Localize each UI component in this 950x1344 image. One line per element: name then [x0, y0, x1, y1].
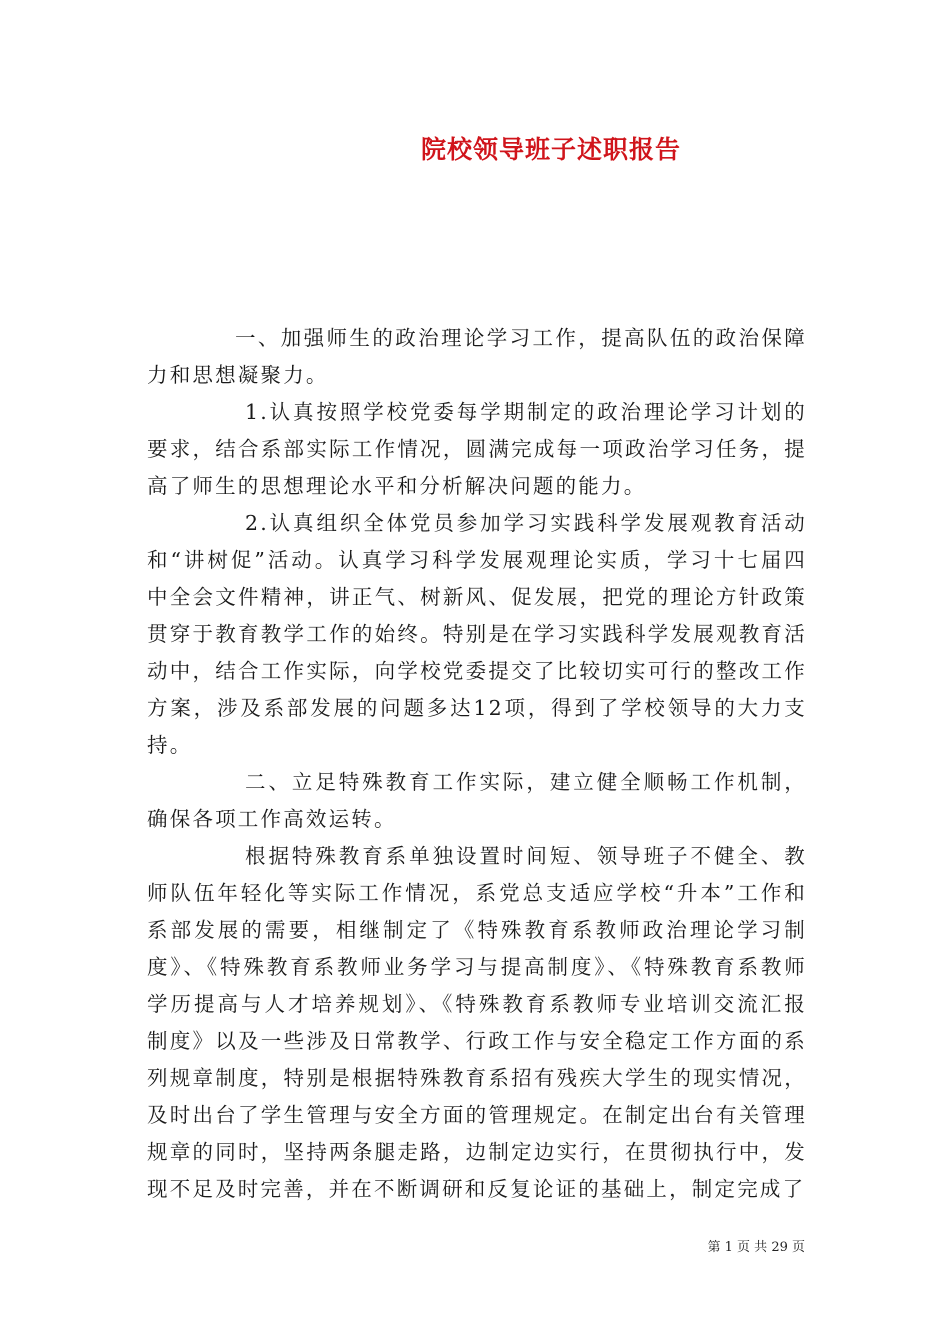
paragraph-item-1: 1.认真按照学校党委每学期制定的政治理论学习计划的要求，结合系部实际工作情况，圆满完成每一项政治学习任务，提高了师生的思想理论水平和分析解决问题的能力。 — [147, 400, 807, 498]
page-title: 院校领导班子述职报告 — [420, 135, 681, 164]
document-body — [147, 320, 807, 1208]
paragraph-body: 根据特殊教育系单独设置时间短、领导班子不健全、教师队伍年轻化等实际工作情况，系党总支适应学校“升本”工作和系部发展的需要，相继制定了《特殊教育系教师政治理论学习制度》、《特殊教育系教师业务学习与提高制度》、《特殊教育系教师学历提高与人才培养规划》、《特殊教育系教师专业培训交流汇报制度》以及一些涉及日常教学、行政工作与安全稳定工作方面的系列规章制度，特别是根据特殊教育系招有残疾大学生的现实情况，及时出台了学生管理与安全方面的管理规定。在制定出台有关管理规章的同时，坚持两条腿走路，边制定边实行，在贯彻执行中，发现不足及时完善，并在不断调研和反复论证的基础上，制定完成了 — [147, 844, 807, 1201]
paragraph-section-2-heading: 二、立足特殊教育工作实际，建立健全顺畅工作机制，确保各项工作高效运转。 — [147, 770, 807, 831]
paragraph-item-2: 2.认真组织全体党员参加学习实践科学发展观教育活动和“讲树促”活动。认真学习科学发展观理论实质，学习十七届四中全会文件精神，讲正气、树新风、促发展，把党的理论方针政策贯穿于教育教学工作的始终。特别是在学习实践科学发展观教育活动中，结合工作实际，向学校党委提交了比较切实可行的整改工作方案，涉及系部发展的问题多达12项，得到了学校领导的大力支持。 — [147, 511, 807, 757]
page-number: 第 1 页 共 29 页 — [707, 1240, 805, 1255]
paragraph-section-1-heading: 一、加强师生的政治理论学习工作，提高队伍的政治保障力和思想凝聚力。 — [147, 326, 807, 387]
